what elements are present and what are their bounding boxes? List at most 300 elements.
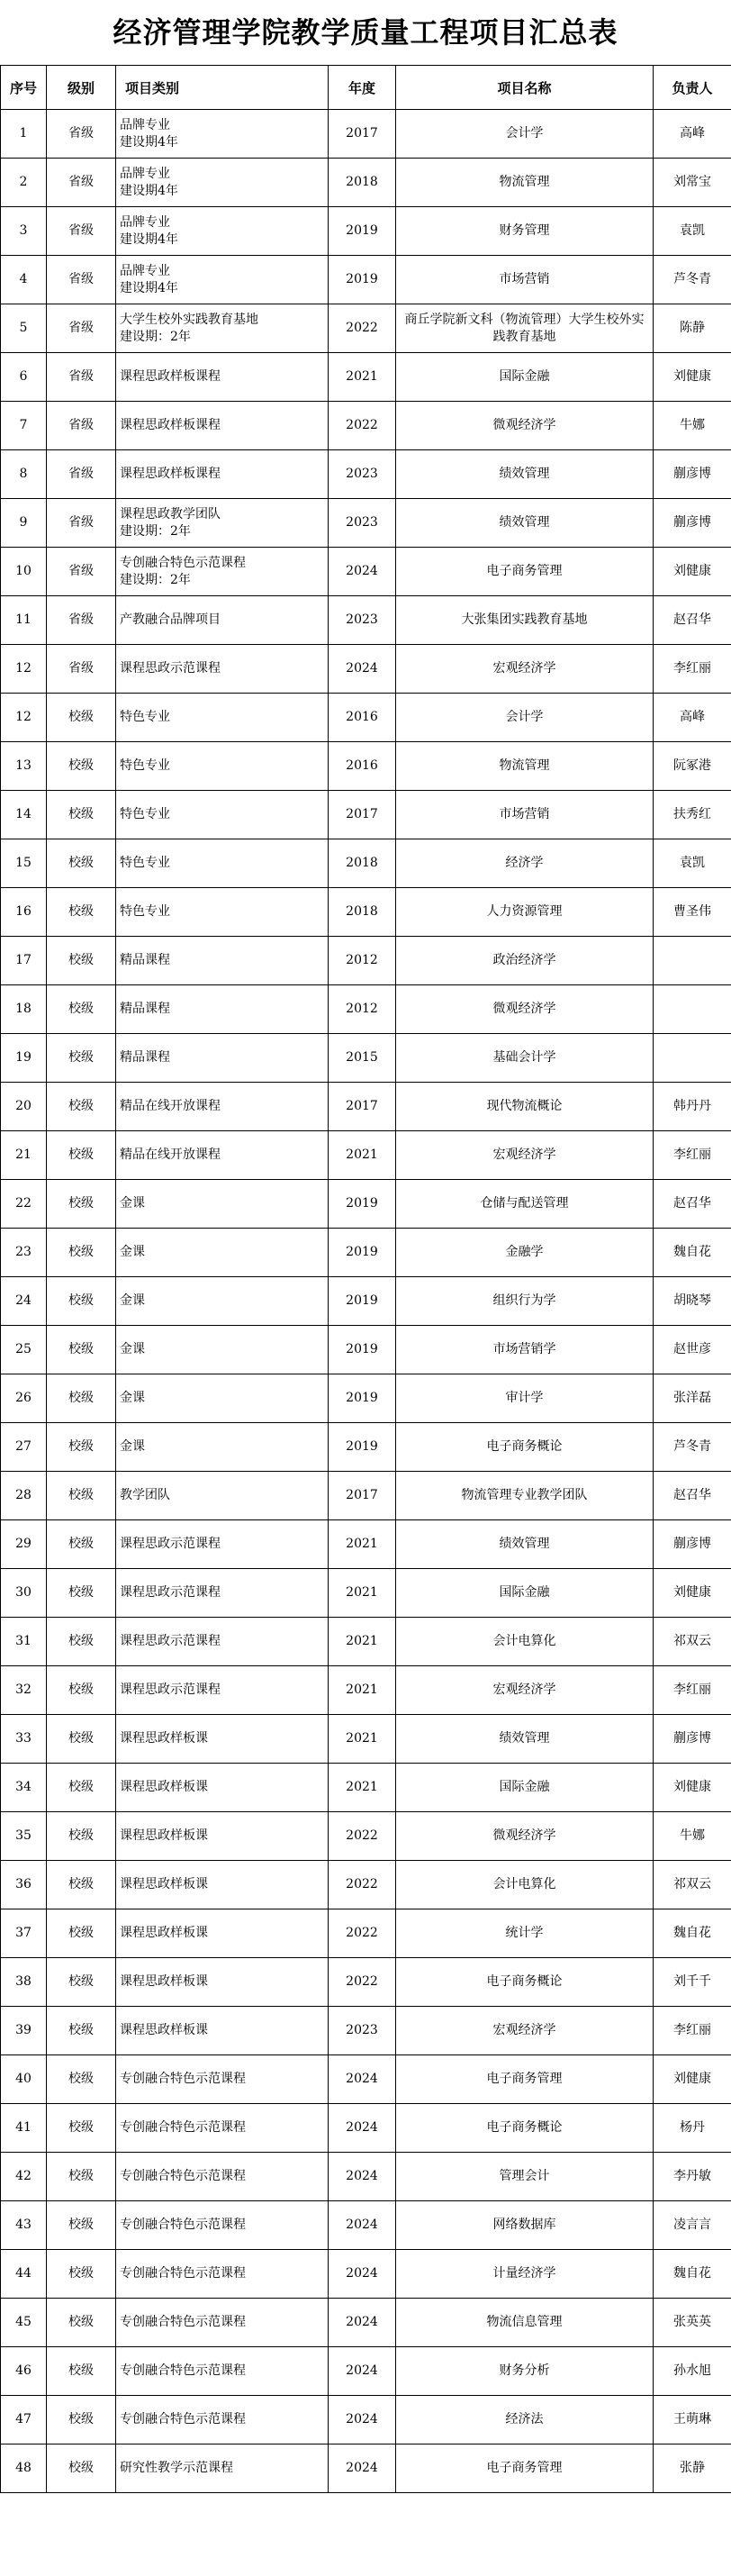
year-cell: 2022 (329, 304, 396, 353)
project-name-cell: 电子商务概论 (396, 1423, 654, 1472)
table-row (1, 1034, 731, 1083)
category-line: 品牌专业 (120, 263, 170, 278)
category-cell (116, 2104, 329, 2153)
category-line: 课程思政样板课 (120, 1780, 208, 1794)
category-line: 专创融合特色示范课程 (120, 2363, 246, 2378)
project-name-cell: 统计学 (396, 1909, 654, 1958)
project-name-cell: 电子商务概论 (396, 1958, 654, 2007)
table-row (1, 2007, 731, 2055)
row-number-cell: 15 (1, 839, 47, 888)
row-number-cell: 20 (1, 1083, 47, 1131)
year-cell: 2012 (329, 985, 396, 1034)
level-cell: 省级 (47, 596, 116, 645)
row-number-cell: 32 (1, 1666, 47, 1715)
column-header-level: 级别 (47, 66, 116, 110)
category-cell (116, 1472, 329, 1520)
level-cell: 校级 (47, 1569, 116, 1618)
leader-cell: 孙水旭 (654, 2347, 731, 2396)
row-number-cell: 4 (1, 256, 47, 304)
leader-cell: 祁双云 (654, 1861, 731, 1909)
leader-cell: 张静 (654, 2444, 731, 2493)
year-cell: 2022 (329, 1958, 396, 2007)
leader-cell: 扶秀红 (654, 791, 731, 839)
project-name-cell: 金融学 (396, 1229, 654, 1277)
category-cell (116, 1277, 329, 1326)
year-cell: 2019 (329, 1277, 396, 1326)
level-cell: 校级 (47, 1423, 116, 1472)
project-name-cell: 现代物流概论 (396, 1083, 654, 1131)
project-name-cell: 市场营销 (396, 791, 654, 839)
project-name-cell: 政治经济学 (396, 937, 654, 985)
row-number-cell: 45 (1, 2299, 47, 2347)
row-number-cell: 21 (1, 1131, 47, 1180)
table-row (1, 1374, 731, 1423)
category-cell (116, 1666, 329, 1715)
category-line: 专创融合特色示范课程 (120, 2218, 246, 2232)
project-name-cell: 绩效管理 (396, 1715, 654, 1764)
table-row (1, 2201, 731, 2250)
table-row (1, 207, 731, 256)
category-cell (116, 1812, 329, 1861)
row-number-cell: 12 (1, 694, 47, 742)
level-cell: 校级 (47, 2153, 116, 2201)
leader-cell: 蒯彦博 (654, 1520, 731, 1569)
year-cell: 2021 (329, 1666, 396, 1715)
project-name-cell: 微观经济学 (396, 1812, 654, 1861)
category-line: 课程思政样板课 (120, 1731, 208, 1746)
row-number-cell: 47 (1, 2396, 47, 2444)
level-cell: 校级 (47, 2250, 116, 2299)
project-name-cell: 国际金融 (396, 1569, 654, 1618)
level-cell: 校级 (47, 1131, 116, 1180)
category-cell (116, 2444, 329, 2493)
leader-cell: 刘健康 (654, 1569, 731, 1618)
leader-cell: 胡晓琴 (654, 1277, 731, 1326)
category-cell (116, 1326, 329, 1374)
category-line: 课程思政示范课程 (120, 1634, 221, 1648)
table-row (1, 1083, 731, 1131)
leader-cell: 赵世彦 (654, 1326, 731, 1374)
leader-cell: 牛娜 (654, 402, 731, 450)
row-number-cell: 10 (1, 548, 47, 596)
leader-cell: 李红丽 (654, 1131, 731, 1180)
category-cell (116, 596, 329, 645)
table-row (1, 2299, 731, 2347)
category-line: 特色专业 (120, 904, 170, 919)
category-line: 精品在线开放课程 (120, 1099, 221, 1113)
project-name-cell: 仓储与配送管理 (396, 1180, 654, 1229)
project-name-cell: 电子商务管理 (396, 548, 654, 596)
category-line: 特色专业 (120, 710, 170, 724)
row-number-cell: 9 (1, 499, 47, 548)
category-line: 课程思政样板课 (120, 2023, 208, 2037)
table-row (1, 1909, 731, 1958)
year-cell: 2019 (329, 256, 396, 304)
level-cell: 校级 (47, 694, 116, 742)
category-cell (116, 1083, 329, 1131)
level-cell: 校级 (47, 1472, 116, 1520)
row-number-cell: 46 (1, 2347, 47, 2396)
year-cell: 2022 (329, 402, 396, 450)
table-row (1, 2347, 731, 2396)
project-name-cell: 财务分析 (396, 2347, 654, 2396)
column-header-leader: 负责人 (654, 66, 731, 110)
category-cell (116, 304, 329, 353)
category-cell (116, 937, 329, 985)
year-cell: 2019 (329, 1229, 396, 1277)
year-cell: 2021 (329, 353, 396, 402)
table-row (1, 256, 731, 304)
category-cell (116, 1034, 329, 1083)
category-cell (116, 2299, 329, 2347)
year-cell: 2024 (329, 2250, 396, 2299)
category-cell (116, 1909, 329, 1958)
table-row (1, 645, 731, 694)
category-line: 精品课程 (120, 1050, 170, 1065)
level-cell: 省级 (47, 159, 116, 207)
leader-cell: 李红丽 (654, 1666, 731, 1715)
level-cell: 校级 (47, 2444, 116, 2493)
row-number-cell: 23 (1, 1229, 47, 1277)
leader-cell: 凌言言 (654, 2201, 731, 2250)
year-cell: 2017 (329, 791, 396, 839)
project-name-cell: 人力资源管理 (396, 888, 654, 937)
year-cell: 2024 (329, 2104, 396, 2153)
category-line: 建设期：2年 (120, 572, 191, 587)
row-number-cell: 22 (1, 1180, 47, 1229)
leader-cell: 芦冬青 (654, 256, 731, 304)
category-cell (116, 2007, 329, 2055)
table-row (1, 1764, 731, 1812)
year-cell: 2022 (329, 1909, 396, 1958)
row-number-cell: 2 (1, 159, 47, 207)
table-row (1, 1131, 731, 1180)
year-cell: 2019 (329, 1326, 396, 1374)
level-cell: 校级 (47, 1277, 116, 1326)
leader-cell: 袁凯 (654, 839, 731, 888)
category-cell (116, 2396, 329, 2444)
level-cell: 校级 (47, 742, 116, 791)
level-cell: 校级 (47, 1618, 116, 1666)
leader-cell: 刘常宝 (654, 159, 731, 207)
project-name-cell: 绩效管理 (396, 499, 654, 548)
row-number-cell: 36 (1, 1861, 47, 1909)
category-line: 建设期4年 (120, 280, 178, 295)
category-line: 大学生校外实践教育基地 (120, 312, 258, 327)
row-number-cell: 3 (1, 207, 47, 256)
level-cell: 省级 (47, 450, 116, 499)
project-name-cell: 电子商务管理 (396, 2444, 654, 2493)
level-cell: 校级 (47, 1715, 116, 1764)
row-number-cell: 1 (1, 110, 47, 159)
table-row (1, 694, 731, 742)
leader-cell: 陈静 (654, 304, 731, 353)
header-row (1, 66, 731, 110)
category-line: 课程思政示范课程 (120, 661, 221, 676)
project-name-cell: 微观经济学 (396, 402, 654, 450)
row-number-cell: 27 (1, 1423, 47, 1472)
year-cell: 2024 (329, 2153, 396, 2201)
leader-cell: 魏自花 (654, 1909, 731, 1958)
row-number-cell: 11 (1, 596, 47, 645)
category-cell (116, 1958, 329, 2007)
year-cell: 2017 (329, 1472, 396, 1520)
year-cell: 2015 (329, 1034, 396, 1083)
table-row (1, 1958, 731, 2007)
category-line: 专创融合特色示范课程 (120, 2266, 246, 2281)
project-name-cell: 会计学 (396, 694, 654, 742)
project-name-cell: 宏观经济学 (396, 1666, 654, 1715)
project-name-cell: 物流管理专业教学团队 (396, 1472, 654, 1520)
leader-cell: 刘千千 (654, 1958, 731, 2007)
table-row (1, 742, 731, 791)
table-row (1, 2250, 731, 2299)
category-cell (116, 450, 329, 499)
category-line: 金课 (120, 1391, 145, 1405)
category-line: 专创融合特色示范课程 (120, 555, 246, 570)
project-name-cell: 国际金融 (396, 1764, 654, 1812)
leader-cell: 李红丽 (654, 2007, 731, 2055)
year-cell: 2018 (329, 888, 396, 937)
row-number-cell: 25 (1, 1326, 47, 1374)
project-name-cell: 市场营销学 (396, 1326, 654, 1374)
project-name-cell: 会计学 (396, 110, 654, 159)
category-cell (116, 1569, 329, 1618)
year-cell: 2019 (329, 207, 396, 256)
year-cell: 2016 (329, 694, 396, 742)
category-line: 金课 (120, 1293, 145, 1308)
category-line: 课程思政样板课 (120, 1926, 208, 1940)
category-line: 建设期4年 (120, 183, 178, 198)
level-cell: 省级 (47, 304, 116, 353)
category-cell (116, 353, 329, 402)
project-name-cell: 物流管理 (396, 159, 654, 207)
table-row (1, 2104, 731, 2153)
leader-cell: 曹圣伟 (654, 888, 731, 937)
level-cell: 校级 (47, 937, 116, 985)
category-line: 精品在线开放课程 (120, 1147, 221, 1162)
category-line: 金课 (120, 1342, 145, 1356)
category-line: 专创融合特色示范课程 (120, 2412, 246, 2426)
category-line: 金课 (120, 1196, 145, 1211)
category-cell (116, 1764, 329, 1812)
category-line: 课程思政样板课程 (120, 369, 221, 384)
category-line: 特色专业 (120, 856, 170, 870)
row-number-cell: 8 (1, 450, 47, 499)
category-cell (116, 548, 329, 596)
level-cell: 校级 (47, 1958, 116, 2007)
row-number-cell: 42 (1, 2153, 47, 2201)
level-cell: 省级 (47, 548, 116, 596)
leader-cell (654, 985, 731, 1034)
category-line: 课程思政示范课程 (120, 1585, 221, 1600)
category-cell (116, 1715, 329, 1764)
year-cell: 2021 (329, 1764, 396, 1812)
category-line: 品牌专业 (120, 214, 170, 230)
level-cell: 校级 (47, 2396, 116, 2444)
level-cell: 校级 (47, 1180, 116, 1229)
category-line: 建设期：2年 (120, 329, 191, 344)
leader-cell: 赵召华 (654, 596, 731, 645)
year-cell: 2022 (329, 1861, 396, 1909)
year-cell: 2019 (329, 1180, 396, 1229)
category-line: 建设期：2年 (120, 523, 191, 539)
leader-cell: 魏自花 (654, 1229, 731, 1277)
level-cell: 校级 (47, 1034, 116, 1083)
leader-cell: 高峰 (654, 694, 731, 742)
row-number-cell: 33 (1, 1715, 47, 1764)
table-row (1, 1715, 731, 1764)
row-number-cell: 12 (1, 645, 47, 694)
table-row (1, 791, 731, 839)
table-row (1, 1618, 731, 1666)
category-cell (116, 1520, 329, 1569)
leader-cell: 赵召华 (654, 1180, 731, 1229)
category-cell (116, 1131, 329, 1180)
leader-cell: 蒯彦博 (654, 499, 731, 548)
category-cell (116, 2250, 329, 2299)
row-number-cell: 31 (1, 1618, 47, 1666)
category-cell (116, 742, 329, 791)
level-cell: 校级 (47, 2347, 116, 2396)
project-name-cell: 大张集团实践教育基地 (396, 596, 654, 645)
project-name-cell: 宏观经济学 (396, 645, 654, 694)
leader-cell: 张英英 (654, 2299, 731, 2347)
leader-cell (654, 937, 731, 985)
table-row (1, 1861, 731, 1909)
project-name-cell: 会计电算化 (396, 1618, 654, 1666)
category-line: 精品课程 (120, 1002, 170, 1016)
table-row (1, 839, 731, 888)
category-line: 品牌专业 (120, 117, 170, 132)
row-number-cell: 26 (1, 1374, 47, 1423)
project-name-cell: 计量经济学 (396, 2250, 654, 2299)
category-line: 特色专业 (120, 758, 170, 773)
level-cell: 校级 (47, 1083, 116, 1131)
row-number-cell: 7 (1, 402, 47, 450)
project-name-cell: 绩效管理 (396, 1520, 654, 1569)
year-cell: 2016 (329, 742, 396, 791)
level-cell: 校级 (47, 1909, 116, 1958)
row-number-cell: 40 (1, 2055, 47, 2104)
level-cell: 校级 (47, 1812, 116, 1861)
table-row (1, 548, 731, 596)
row-number-cell: 34 (1, 1764, 47, 1812)
category-cell (116, 1618, 329, 1666)
table-row (1, 937, 731, 985)
leader-cell: 李丹敏 (654, 2153, 731, 2201)
level-cell: 省级 (47, 499, 116, 548)
category-line: 建设期4年 (120, 231, 178, 247)
table-row (1, 1326, 731, 1374)
page-title: 经济管理学院教学质量工程项目汇总表 (113, 15, 618, 50)
table-row (1, 1277, 731, 1326)
year-cell: 2018 (329, 159, 396, 207)
level-cell: 校级 (47, 2055, 116, 2104)
column-header-project-name: 项目名称 (396, 66, 654, 110)
category-cell (116, 1861, 329, 1909)
category-line: 专创融合特色示范课程 (120, 2072, 246, 2086)
row-number-cell: 16 (1, 888, 47, 937)
project-name-cell: 物流管理 (396, 742, 654, 791)
leader-cell: 刘健康 (654, 353, 731, 402)
table-row (1, 596, 731, 645)
level-cell: 校级 (47, 1764, 116, 1812)
level-cell: 省级 (47, 645, 116, 694)
project-name-cell: 审计学 (396, 1374, 654, 1423)
project-name-cell: 电子商务管理 (396, 2055, 654, 2104)
category-cell (116, 110, 329, 159)
level-cell: 校级 (47, 888, 116, 937)
project-name-cell: 宏观经济学 (396, 1131, 654, 1180)
level-cell: 校级 (47, 1374, 116, 1423)
leader-cell (654, 1034, 731, 1083)
category-line: 课程思政示范课程 (120, 1683, 221, 1697)
table-row (1, 402, 731, 450)
category-line: 专创融合特色示范课程 (120, 2315, 246, 2329)
leader-cell: 李红丽 (654, 645, 731, 694)
table-row (1, 159, 731, 207)
row-number-cell: 29 (1, 1520, 47, 1569)
row-number-cell: 38 (1, 1958, 47, 2007)
category-cell (116, 1423, 329, 1472)
project-name-cell: 微观经济学 (396, 985, 654, 1034)
table-row (1, 2444, 731, 2493)
category-line: 金课 (120, 1245, 145, 1259)
leader-cell: 刘健康 (654, 2055, 731, 2104)
level-cell: 校级 (47, 1326, 116, 1374)
category-cell (116, 256, 329, 304)
level-cell: 校级 (47, 2104, 116, 2153)
row-number-cell: 48 (1, 2444, 47, 2493)
row-number-cell: 43 (1, 2201, 47, 2250)
level-cell: 省级 (47, 256, 116, 304)
category-line: 课程思政样板课 (120, 1828, 208, 1843)
category-cell (116, 402, 329, 450)
table-row (1, 1812, 731, 1861)
row-number-cell: 14 (1, 791, 47, 839)
leader-cell: 牛娜 (654, 1812, 731, 1861)
category-cell (116, 499, 329, 548)
table-row (1, 1520, 731, 1569)
project-name-cell: 组织行为学 (396, 1277, 654, 1326)
project-name-cell: 会计电算化 (396, 1861, 654, 1909)
year-cell: 2019 (329, 1374, 396, 1423)
project-name-cell: 经济学 (396, 839, 654, 888)
year-cell: 2023 (329, 499, 396, 548)
category-cell (116, 2347, 329, 2396)
project-name-cell: 国际金融 (396, 353, 654, 402)
level-cell: 校级 (47, 2201, 116, 2250)
level-cell: 校级 (47, 1861, 116, 1909)
category-line: 精品课程 (120, 953, 170, 967)
table-row (1, 888, 731, 937)
row-number-cell: 37 (1, 1909, 47, 1958)
year-cell: 2023 (329, 2007, 396, 2055)
year-cell: 2021 (329, 1520, 396, 1569)
row-number-cell: 18 (1, 985, 47, 1034)
category-line: 课程思政教学团队 (120, 506, 221, 522)
category-line: 产教融合品牌项目 (120, 612, 221, 627)
year-cell: 2021 (329, 1715, 396, 1764)
category-cell (116, 985, 329, 1034)
leader-cell: 高峰 (654, 110, 731, 159)
project-name-cell: 宏观经济学 (396, 2007, 654, 2055)
table-row (1, 304, 731, 353)
row-number-cell: 24 (1, 1277, 47, 1326)
year-cell: 2017 (329, 110, 396, 159)
category-cell (116, 1229, 329, 1277)
